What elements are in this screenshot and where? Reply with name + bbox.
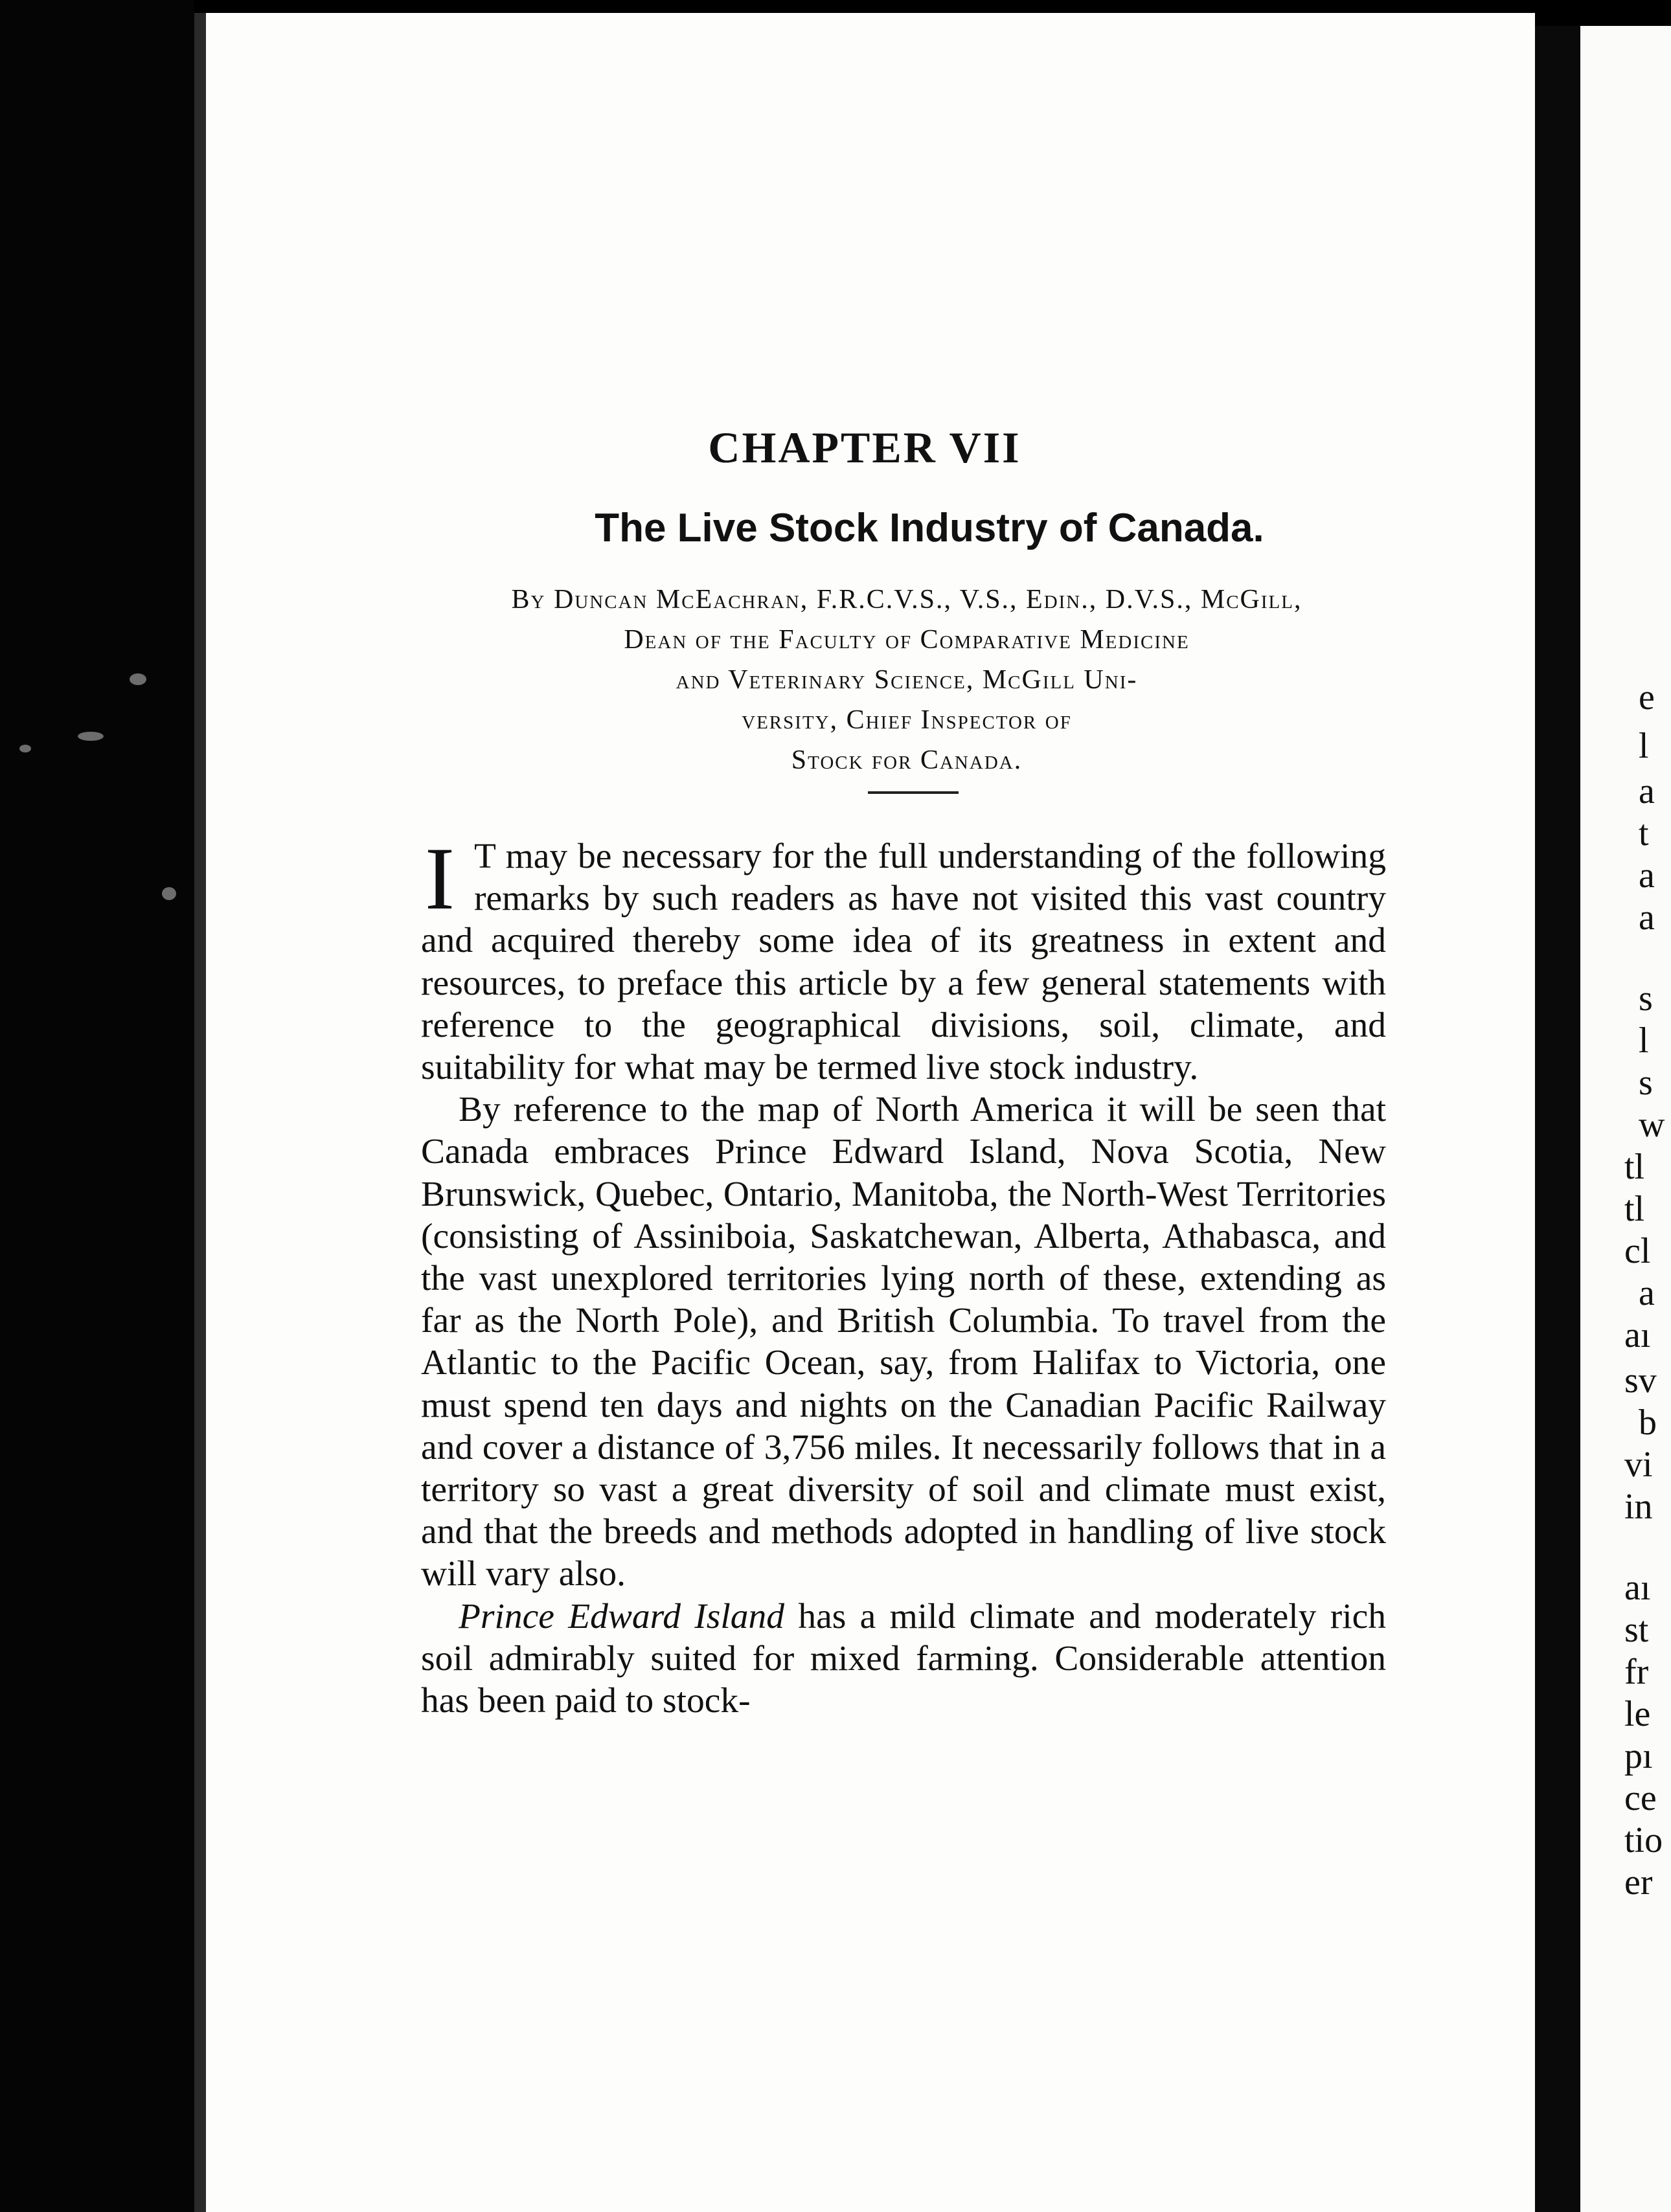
facing-page-fragment: a: [1639, 855, 1655, 896]
page-edge-shadow: [194, 13, 206, 2212]
facing-page-fragment: a: [1639, 1273, 1655, 1313]
facing-page-fragment: b: [1639, 1403, 1657, 1443]
byline-line: versity, Chief Inspector of: [742, 705, 1072, 735]
paragraph-text: has a mild climate and moderately rich soil admirably suited for mixed farming. Considerable attention has been paid to stock-: [421, 1596, 1386, 1721]
byline-line: and Veterinary Science, McGill Uni-: [676, 665, 1138, 695]
facing-page-fragment: s: [1639, 1063, 1653, 1103]
paragraph: By reference to the map of North America it will be seen that Canada embraces Prince Edward Island, Nova Scotia, New Brunswick, Quebec, Ontario, Manitoba, the North-West Territories (consisting of Assiniboia, Saskatchewan, Alberta, Athabasca, and the vast unexplored territories lying north of these, extending as far as the North Pole), and British Columbia. To travel from the Atlantic to the Pacific Ocean, say, from Halifax to Victoria, one must spend ten days and nights on the Canadian Pacific Railway and cover a distance of 3,756 miles. It necessarily follows that in a territory so vast a great diversity of soil and climate must exist, and that the breeds and methods adopted in handling of live stock will vary also.: [421, 1090, 1386, 1594]
facing-page-fragment: a: [1639, 897, 1655, 938]
facing-page-fragment: cl: [1624, 1231, 1651, 1271]
facing-page-fragment: a: [1639, 771, 1655, 811]
facing-page-fragment: le: [1624, 1694, 1651, 1734]
scan-speck: [130, 673, 146, 685]
facing-page-fragment: tio: [1624, 1820, 1663, 1860]
scan-speck: [78, 732, 104, 741]
book-gutter: [1535, 26, 1580, 2212]
article-title: The Live Stock Industry of Canada.: [595, 506, 1264, 550]
facing-page-fragment: tl: [1624, 1189, 1645, 1229]
facing-page-fragment: tl: [1624, 1147, 1645, 1187]
section-rule: [868, 791, 959, 794]
facing-page-fragment: e: [1639, 677, 1655, 717]
facing-page-fragment: t: [1639, 813, 1649, 853]
scan-dark-margin: [0, 0, 194, 2212]
facing-page-fragment: l: [1639, 1021, 1649, 1061]
facing-page-fragment: aı: [1624, 1568, 1651, 1608]
paragraph: [421, 829, 1386, 1089]
paragraph-text: T may be necessary for the full understanding of the following remarks by such readers as have not visited this vast country and acquired thereby some idea of its greatness in extent and resources, to preface this article by a few general statements with reference to the geographical divisions, soil, climate, and suitability for what may be termed live stock industry.: [421, 837, 1386, 1088]
facing-page-fragment: l: [1639, 726, 1649, 766]
byline-line: Stock for Canada.: [791, 745, 1023, 775]
body-text: [421, 829, 1386, 1722]
facing-page-fragment: pı: [1624, 1736, 1653, 1776]
paragraph: [421, 1596, 1386, 1722]
facing-page-fragment: st: [1624, 1610, 1649, 1650]
scan-speck: [162, 887, 176, 900]
facing-page-fragment: sv: [1624, 1360, 1657, 1401]
facing-page-fragment: er: [1624, 1862, 1653, 1902]
byline-line: Dean of the Faculty of Comparative Medicine: [624, 625, 1190, 655]
facing-page-fragment: fr: [1624, 1652, 1649, 1692]
facing-page-fragment: w: [1639, 1105, 1665, 1145]
facing-page-fragment: ce: [1624, 1778, 1657, 1818]
byline-line: By Duncan McEachran, F.R.C.V.S., V.S., Edin., D.V.S., McGill,: [511, 585, 1302, 615]
run-in-heading: Prince Edward Island: [459, 1596, 785, 1636]
facing-page-fragment: s: [1639, 978, 1653, 1019]
chapter-heading: CHAPTER VII: [708, 423, 1021, 472]
drop-cap: I: [425, 829, 455, 928]
facing-page-fragment: vi: [1624, 1445, 1653, 1485]
author-byline: [415, 580, 1399, 780]
facing-page-fragment: aı: [1624, 1315, 1651, 1355]
scan-speck: [19, 745, 31, 752]
facing-page-fragment: in: [1624, 1487, 1653, 1527]
